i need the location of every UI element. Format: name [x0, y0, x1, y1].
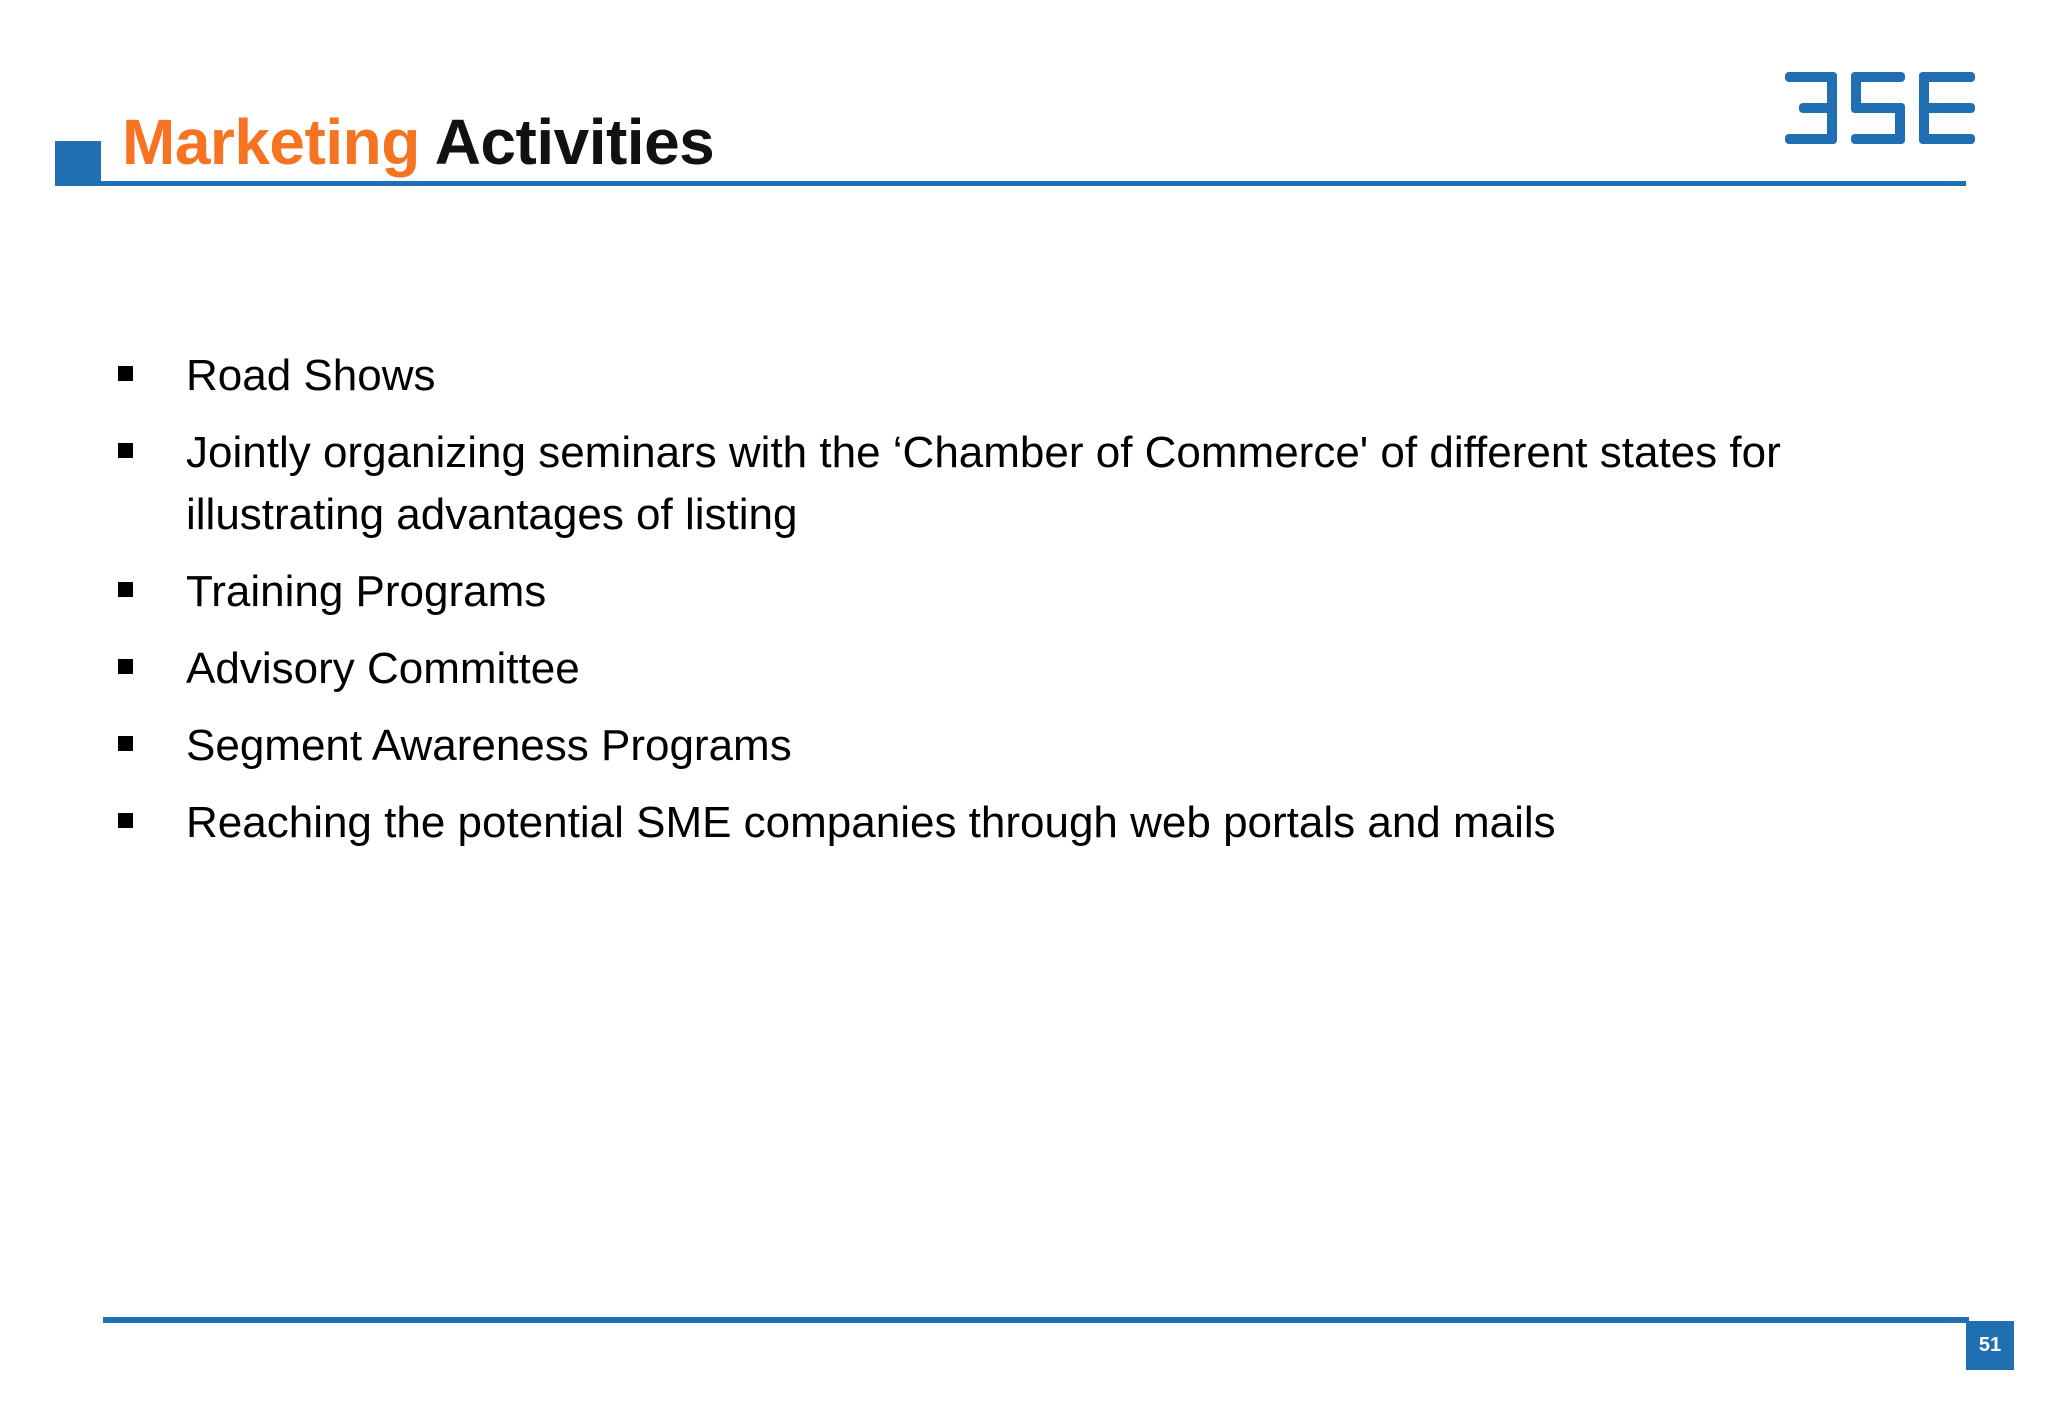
square-bullet-icon — [118, 813, 133, 828]
page-number-badge: 51 — [1966, 1321, 2014, 1370]
footer-divider — [103, 1317, 1969, 1323]
list-item-text: Advisory Committee — [186, 644, 580, 693]
list-item-text: Training Programs — [186, 567, 547, 616]
title-divider — [55, 181, 1966, 186]
marketing-activities-list — [116, 345, 1916, 869]
list-item — [116, 792, 1916, 854]
slide-title-rest: Activities — [434, 106, 715, 178]
square-bullet-icon — [118, 582, 133, 597]
list-item — [116, 638, 1916, 700]
square-bullet-icon — [118, 366, 133, 381]
title-square-decoration — [55, 141, 101, 186]
bse-logo-icon — [1785, 72, 1975, 144]
list-item-text: Road Shows — [186, 351, 436, 400]
list-item-text: Reaching the potential SME companies through web portals and mails — [186, 798, 1556, 847]
list-item-text: Segment Awareness Programs — [186, 721, 792, 770]
square-bullet-icon — [118, 736, 133, 751]
list-item-text: Jointly organizing seminars with the ‘Chamber of Commerce' of different states for illustrating advantages of listing — [186, 428, 1781, 539]
list-item — [116, 422, 1916, 546]
list-item — [116, 345, 1916, 407]
slide-title — [122, 98, 714, 186]
slide-title-accent: Marketing — [122, 106, 420, 178]
list-item — [116, 715, 1916, 777]
list-item — [116, 561, 1916, 623]
bse-logo — [1785, 72, 1975, 144]
square-bullet-icon — [118, 659, 133, 674]
square-bullet-icon — [118, 443, 133, 458]
